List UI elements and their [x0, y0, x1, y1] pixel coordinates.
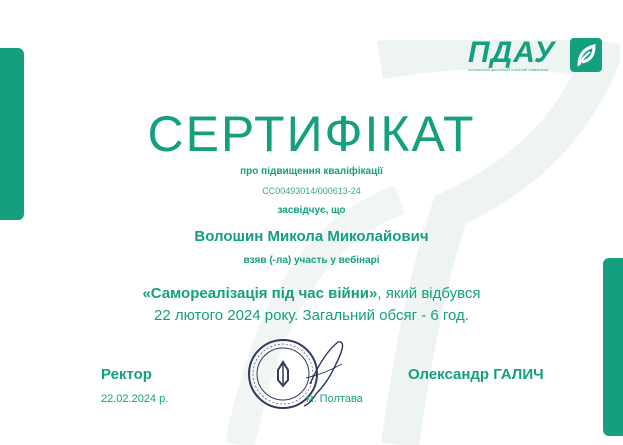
webinar-tail: , який відбувся — [377, 285, 481, 302]
leaf-logo-icon — [570, 38, 602, 72]
certifies-text: засвідчує, що — [277, 205, 346, 216]
certificate-purpose: про підвищення кваліфікації — [240, 166, 383, 177]
webinar-title: «Самореалізація під час війни» — [142, 285, 378, 302]
city: м. Полтава — [306, 393, 363, 405]
position-title: Ректор — [101, 366, 152, 383]
logo-text: ПДАУ — [468, 36, 556, 69]
logo-subtitle: ПОЛТАВСЬКИЙ ДЕРЖАВНИЙ АГРАРНИЙ УНІВЕРСИТЕТ — [468, 68, 549, 72]
webinar-line — [0, 285, 623, 302]
participation-text: взяв (-ла) участь у вебінарі — [243, 255, 380, 266]
recipient-name: Волошин Микола Миколайович — [194, 228, 429, 245]
event-details: 22 лютого 2024 року. Загальний обсяг - 6 год. — [154, 307, 469, 324]
university-logo — [468, 38, 603, 76]
certificate-title: СЕРТИФІКАТ — [147, 106, 476, 162]
issue-date: 22.02.2024 р. — [101, 393, 169, 405]
certificate-number: СС00493014/000613-24 — [262, 186, 361, 196]
signer-name: Олександр ГАЛИЧ — [408, 366, 544, 383]
